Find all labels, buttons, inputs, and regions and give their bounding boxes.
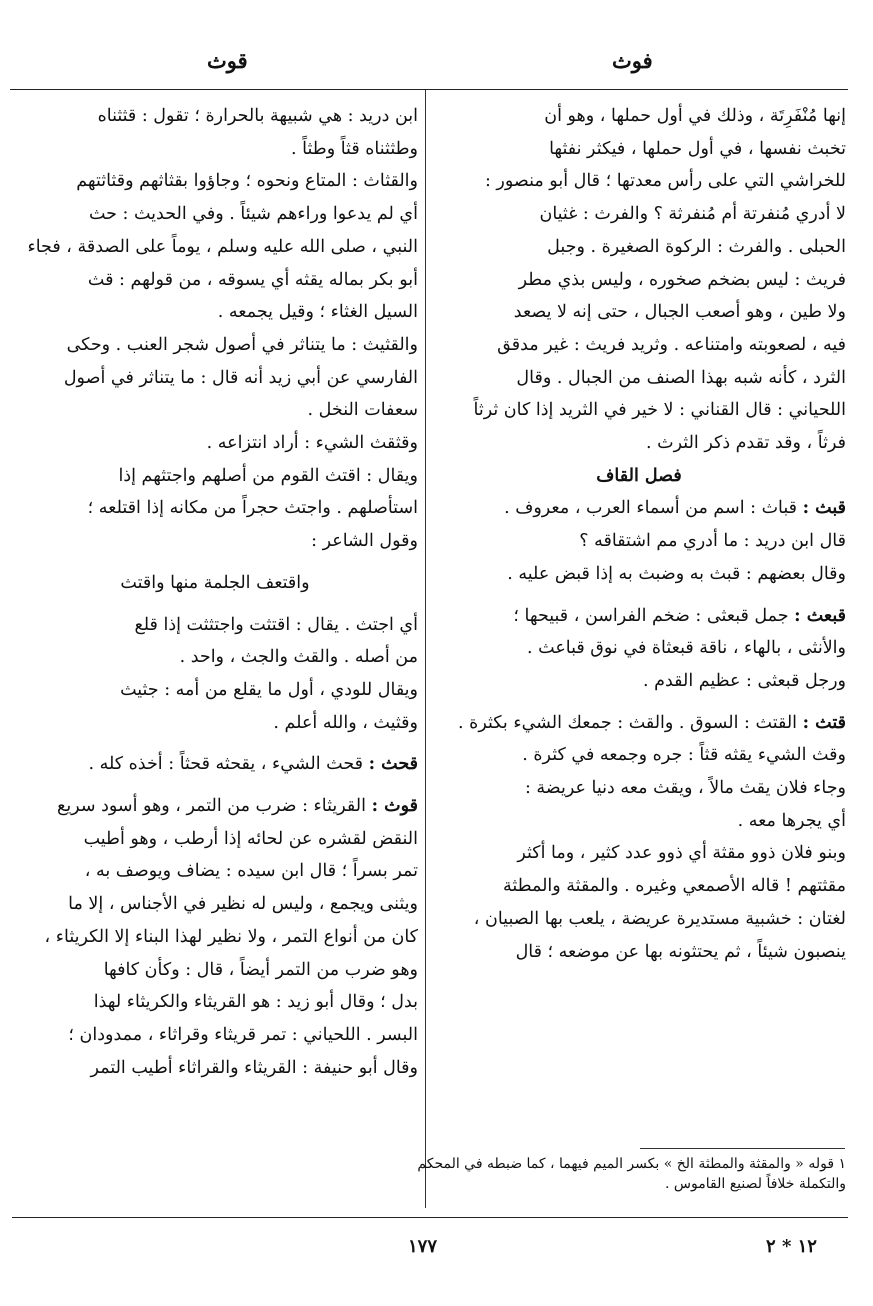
text-line: لا أدري مُنفرتة أم مُنفرثة ؟ والفرث : غثيان — [539, 204, 846, 225]
entry-text: قحث الشيء ، يقحثه قحثاً : أخذه كله . — [88, 754, 364, 775]
text-line: وقثيث ، والله أعلم . — [273, 712, 418, 733]
text-line: والقثاث : المتاع ونحوه ؛ وجاؤوا بقثاثهم وقثاثتهم — [76, 171, 418, 192]
entry-qbth — [432, 492, 846, 525]
text-line: وهو ضرب من التمر أيضاً ، قال : وكأن كافها — [103, 959, 418, 980]
entry-text: القريثاء : ضرب من التمر ، وهو أسود سريع — [57, 796, 366, 817]
text-line: للخراشي التي على رأس معدتها ؛ قال أبو منصور : — [484, 171, 846, 192]
footnote-line: والتكملة خلافاً لصنيع القاموس . — [665, 1176, 846, 1192]
text-line: مقثتهم ! قاله الأصمعي وغيره . والمقثة والمطثة — [502, 876, 846, 897]
text-line: بدل ؛ وقال أبو زيد : هو القريثاء والكريثاء لهذا — [93, 992, 418, 1013]
text-line: أي يجرها معه . — [737, 810, 846, 831]
text-line: أبو بكر بماله يقثه أي يسوقه ، من قولهم : قث — [87, 269, 418, 290]
text-line: وجاء فلان يقث مالاً ، ويقث معه دنيا عريضة : — [524, 778, 846, 799]
signature-mark: ١٢ * ٢ — [766, 1236, 817, 1257]
text-line: وقال بعضهم : قبث به وضبث به إذا قبض عليه . — [507, 563, 846, 584]
text-line: الحبلى . والفرث : الركوة الصغيرة . وجبل — [547, 236, 846, 257]
text-line: أي اجتث . يقال : اقتثت واجتثثت إذا قلع — [134, 614, 418, 635]
text-line: وبنو فلان ذوو مقثة أي ذوو عدد كثير ، وما أكثر — [517, 843, 846, 864]
text-line: فريث : ليس بضخم صخوره ، وليس بذي مطر — [518, 269, 846, 290]
entry-text: القتث : السوق . والقث : جمعك الشيء بكثرة . — [458, 712, 798, 733]
text-line: والقثيث : ما يتناثر في أصول شجر العنب . وحكى — [66, 334, 418, 355]
footnote-line: ١ قوله « والمقثة والمطثة الخ » بكسر الميم فيهما ، كما ضبطه في المحكم — [417, 1156, 846, 1172]
entry-qbath — [432, 600, 846, 633]
text-line: وقول الشاعر : — [311, 531, 418, 552]
text-line: ينصبون شيئاً ، ثم يحتثونه بها عن موضعه ؛ قال — [515, 941, 846, 962]
entry-qwth — [12, 790, 418, 823]
entry-qhth — [12, 748, 418, 781]
text-line: ويقال للودي ، أول ما يقلع من أمه : جثيث — [120, 679, 418, 700]
header-rule — [10, 89, 848, 90]
text-line: ويثنى ويجمع ، وليس له نظير في الأجناس ، إلا ما — [68, 894, 418, 915]
text-line: وقثقث الشيء : أراد انتزاعه . — [206, 433, 418, 454]
text-line: الفارسي عن أبي زيد أنه قال : ما يتناثر في أصول — [63, 367, 418, 388]
text-line: قال ابن دريد : ما أدري مم اشتقاقه ؟ — [579, 531, 846, 552]
footnote — [417, 1154, 846, 1194]
text-line: ابن دريد : هي شبيهة بالحرارة ؛ تقول : قثثناه — [97, 106, 418, 126]
text-line: تمر بسراً ؛ قال ابن سيده : يضاف ويوصف به ، — [84, 861, 418, 882]
entry-headword: قبث : — [802, 498, 846, 519]
text-line: اللحياني : قال القناني : لا خير في الثريد إذا كان ثرثاً — [473, 400, 846, 421]
text-line: وقال أبو حنيفة : القريثاء والقراثاء أطيب التمر — [90, 1057, 418, 1078]
text-line: السيل الغثاء ؛ وقيل يجمعه . — [217, 302, 418, 323]
footnote-marker: ١ — [838, 1156, 846, 1172]
text-line: تخبث نفسها ، في أول حملها ، فيكثر نفثها — [549, 138, 846, 159]
footer-rule — [12, 1217, 848, 1218]
text-line: البسر . اللحياني : تمر قريثاء وقراثاء ، ممدودان ؛ — [68, 1024, 418, 1045]
text-line: أي لم يدعوا وراءهم شيئاً . وفي الحديث : حث — [88, 204, 418, 225]
text-line: فرثاً ، وقد تقدم ذكر الثرث . — [646, 433, 846, 454]
column-divider — [425, 90, 426, 1208]
entry-headword: قتث : — [802, 712, 846, 733]
text-line: ورجل قبعثى : عظيم القدم . — [643, 670, 846, 691]
text-line: استأصلهم . واجتث حجراً من مكانه إذا اقتلعه ؛ — [87, 498, 418, 519]
entry-qtht — [432, 707, 846, 740]
footnote-rule — [640, 1148, 845, 1149]
text-line: الثرد ، كأنه شبه بهذا الصنف من الجبال . وقال — [516, 367, 846, 388]
entry-text: جمل قبعثى : ضخم الفراسن ، قبيحها ؛ — [513, 605, 789, 626]
entry-headword: قحث : — [368, 754, 418, 775]
right-column — [432, 100, 846, 968]
text-line: إنها مُنْفَرِتَة ، وذلك في أول حملها ، وهو أن — [544, 106, 846, 126]
text-line: ويقال : اقتث القوم من أصلهم واجتثهم إذا — [118, 465, 418, 486]
text-line: كان من أنواع التمر ، ولا نظير لهذا البناء إلا الكريثاء ، — [44, 926, 418, 947]
text-line: وقث الشيء يقثه قثاً : جره وجمعه في كثرة . — [522, 745, 846, 766]
running-header-right: فوث — [612, 48, 653, 73]
text-line: ولا طين ، وهو أصعب الجبال ، حتى إنه لا يصعد — [513, 302, 846, 323]
text-line: سعفات النخل . — [307, 400, 418, 421]
text-line: والأنثى ، بالهاء ، ناقة قبعثاة في نوق قباعث . — [527, 638, 846, 659]
section-title: فصل القاف — [596, 465, 682, 486]
text-line: النقض لقشره عن لحائه إذا أرطب ، وهو أطيب — [83, 828, 418, 849]
verse-line: واقتعف الجلمة منها واقتث — [120, 572, 310, 593]
text-line: لغتان : خشبية مستديرة عريضة ، يلعب بها الصبيان ، — [473, 908, 846, 929]
text-line: من أصله . والقث والجث ، واحد . — [179, 647, 418, 668]
page-number: ١٧٧ — [408, 1236, 438, 1257]
text-line: فيه ، لصعوبته وامتناعه . وثريد فريث : غير مدقق — [497, 334, 846, 355]
left-column — [12, 100, 418, 1084]
text-line: وطثثناه قثاً وطثاً . — [291, 138, 418, 159]
entry-headword: قوث : — [371, 796, 418, 817]
text-line: النبي ، صلى الله عليه وسلم ، يوماً على الصدقة ، فجاء — [27, 236, 418, 257]
entry-text: قباث : اسم من أسماء العرب ، معروف . — [504, 498, 798, 519]
entry-headword: قبعث : — [794, 605, 846, 626]
running-header-left: قوث — [207, 48, 248, 73]
